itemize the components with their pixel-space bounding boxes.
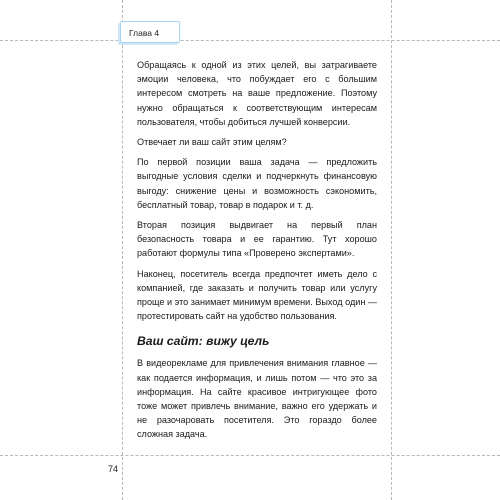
page-number: 74 — [108, 464, 119, 474]
crop-line-left — [122, 0, 123, 500]
section-heading: Ваш сайт: вижу цель — [137, 334, 270, 349]
chapter-label: Глава 4 — [129, 28, 160, 38]
crop-line-bottom — [0, 455, 500, 456]
paragraph: Наконец, посетитель всегда предпочтет иметь дело с компанией, где заказать и получить товар или услугу проще и это занимает минимум времени. Выход один — протестировать сайт на удобство пользования. — [137, 268, 377, 322]
paragraph: Отвечает ли ваш сайт этим целям? — [137, 137, 287, 148]
crop-line-right — [391, 0, 392, 500]
paragraph: В видеорекламе для привлечения внимания главное — как подается информация, и лишь потом — что это за информация. На сайте красивое интригующее фото тоже может привлечь внимание, важно его удержать и не разочаровать посетителя. Это гораздо более сложная задача. — [137, 358, 377, 440]
paragraph: Вторая позиция выдвигает на первый план безопасность товара и ее гарантию. Тут хорошо работают формулы типа «Проверено экспертами». — [137, 220, 377, 259]
page-content — [137, 58, 377, 448]
paragraph: Обращаясь к одной из этих целей, вы затрагиваете эмоции человека, что побуждает его с большим интересом смотреть на ваше предложение. Поэтому нужно обращаться к соответствующим интересам пользователя, чтобы добиться лучшей конверсии. — [137, 60, 377, 127]
crop-line-top — [0, 40, 500, 41]
chapter-tab — [120, 21, 180, 43]
paragraph: По первой позиции ваша задача — предложить выгодные условия сделки и подчеркнуть финансовую выгоду: снижение цены и возможность сэкономить, бесплатный товар, товар в подарок и т. д. — [137, 157, 377, 210]
